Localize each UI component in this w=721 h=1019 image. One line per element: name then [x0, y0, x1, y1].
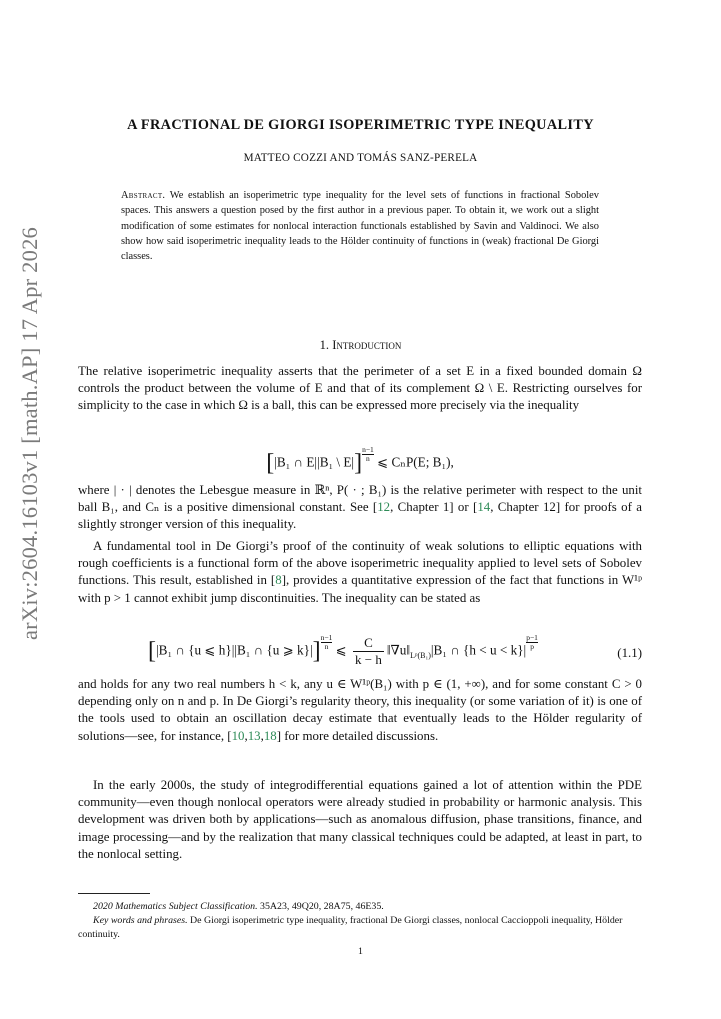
keywords-text: De Giorgi isoperimetric type inequality, fractional De Giorgi classes, nonlocal Caccioppoli inequality, Hölder continuity. — [78, 915, 623, 940]
eq2-exponent-den: n — [324, 642, 329, 651]
paragraph-5: In the early 2000s, the study of integrodifferential equations gained a lot of attention within the PDE community—even though nonlocal operators were already studied in probability or harmonic analysis. This development was driven both by applications—such as anomalous diffusion, phase transitions, finance, and image processing—and by the realization that many classical techniques could be adapted, at least in part, to the nonlocal setting. — [78, 778, 642, 861]
abstract-text: We establish an isoperimetric type inequality for the level sets of functions in fractional Sobolev spaces. This answers a question posed by the first author in a previous paper. To obtain it, we work out a slight modification of some estimates for nonlocal interaction functionals established by Savin and Valdinoci. We also show how said isoperimetric inequality leads to the Hölder continuity of functions in (weak) fractional De Giorgi classes. — [121, 190, 599, 263]
right-bracket: ] — [312, 637, 321, 664]
paragraph-3 — [78, 538, 642, 607]
equation-isoperimetric — [78, 446, 642, 477]
citation-link[interactable]: 12 — [377, 500, 391, 515]
abstract-label: Abstract. — [121, 190, 166, 201]
p3-text-b: ], provides a quantitative expression of the fact that functions in W¹ᵖ with p > 1 cannot exhibit jump discontinuities. The inequality can be stated as — [78, 573, 642, 605]
p2-text-b: , Chapter 1] or [ — [390, 500, 478, 515]
citation-link[interactable]: 18 — [263, 728, 277, 743]
p4-text-a: and holds for any two real numbers h < k, any u ∈ W¹ᵖ(B₁) with p ∈ (1, +∞), and for some constant C > 0 depending only on n and p. In De Giorgi’s regularity theory, this inequality (or some variation of it) is one of the tools used to obtain an oscillation decay estimate that eventually leads to the Hölder regularity of solutions—see, for instance, [ — [78, 677, 642, 743]
authors: MATTEO COZZI AND TOMÁS SANZ-PERELA — [243, 152, 478, 164]
eq2-gradient: ‖∇u‖ — [386, 642, 411, 658]
equation-de-giorgi — [78, 634, 608, 668]
eq2-norm-sub: Lᵖ(B₁) — [410, 651, 431, 661]
section-title: Introduction — [332, 338, 402, 352]
footnote-msc — [78, 900, 642, 914]
eq2-exponent-2 — [526, 634, 538, 651]
eq2-measure: |B₁ ∩ {h < u < k}| — [430, 642, 527, 658]
abstract — [121, 188, 599, 264]
paper-title: A FRACTIONAL DE GIORGI ISOPERIMETRIC TYPE INEQUALITY — [127, 117, 594, 133]
paragraph-4: and holds for any two real numbers h < k, any u ∈ W¹ᵖ(B₁) with p ∈ (1, +∞), and for some constant C > 0 depending only on n and p. In De Giorgi’s regularity theory, this inequality (or some variation of it) is one of the tools used to obtain an oscillation decay estimate that eventually leads to the Hölder regularity of solutions—see, for instance, [10,13,18] for more detailed discussions. — [78, 677, 642, 743]
eq2-frac-den: k − h — [355, 651, 382, 667]
arxiv-side-label — [17, 227, 42, 641]
eq1-exponent — [362, 446, 374, 463]
citation-link[interactable]: 8 — [275, 573, 282, 588]
paragraph-1: The relative isoperimetric inequality asserts that the perimeter of a set E in a fixed bounded domain Ω controls the product between the volume of E and that of its complement Ω \ E. Restricting ourselves for simplicity to the case in which Ω is a ball, this can be expressed more precisely via the inequality — [78, 364, 642, 413]
eq2-lhs: |B₁ ∩ {u ⩽ h}||B₁ ∩ {u ⩾ k}| — [156, 642, 313, 658]
footnote-rule — [78, 893, 150, 894]
eq2-fraction — [353, 635, 384, 668]
left-bracket: [ — [148, 637, 157, 664]
eq1-exponent-den: n — [366, 454, 370, 463]
p3-text-a: A fundamental tool in De Giorgi’s proof of the continuity of weak solutions to elliptic equations with rough coefficients is a functional form of the above isoperimetric inequality applied to level sets of Sobolev functions. This result, established in [ — [78, 539, 642, 588]
equation-number: (1.1) — [617, 646, 642, 660]
eq2-exponent-num: n−1 — [320, 633, 333, 642]
paragraph-2 — [78, 482, 642, 534]
msc-label: 2020 Mathematics Subject Classification. — [93, 901, 258, 912]
page-number: 1 — [358, 946, 363, 957]
p2-text-a: where | · | denotes the Lebesgue measure in ℝⁿ, P( · ; B₁) is the relative perimeter with respect to the unit ball B₁, and Cₙ is a positive dimensional constant. See [ — [78, 483, 642, 515]
citation-link[interactable]: 14 — [477, 500, 491, 515]
eq2-frac-num: C — [353, 635, 384, 652]
arxiv-identifier[interactable]: arXiv:2604.16103v1 [math.AP] 17 Apr 2026 — [17, 227, 42, 640]
eq1-rhs: ⩽ CₙP(E; B₁), — [373, 454, 454, 470]
p4-text-b: ] for more detailed discussions. — [276, 728, 439, 743]
eq2-exponent2-num: p−1 — [526, 633, 538, 642]
citation-link[interactable]: 10 — [231, 728, 245, 743]
eq2-exponent2-den: p — [530, 642, 534, 651]
footnotes — [78, 900, 642, 942]
eq2-exponent — [321, 634, 333, 651]
section-heading — [0, 338, 721, 353]
footnote-keywords — [78, 914, 642, 942]
p2-text-c: , Chapter 12] for proofs of a slightly stronger version of this inequality. — [78, 500, 642, 532]
eq1-lhs: |B₁ ∩ E||B₁ \ E| — [274, 454, 355, 470]
citation-link[interactable]: 13 — [247, 728, 261, 743]
msc-text: 35A23, 49Q20, 28A75, 46E35. — [257, 901, 384, 912]
left-bracket: [ — [266, 449, 275, 476]
eq1-exponent-num: n−1 — [362, 445, 374, 454]
right-bracket: ] — [354, 449, 363, 476]
section-number: 1. — [319, 338, 330, 352]
eq2-le: ⩽ — [332, 642, 351, 658]
keywords-label: Key words and phrases. — [93, 915, 188, 926]
